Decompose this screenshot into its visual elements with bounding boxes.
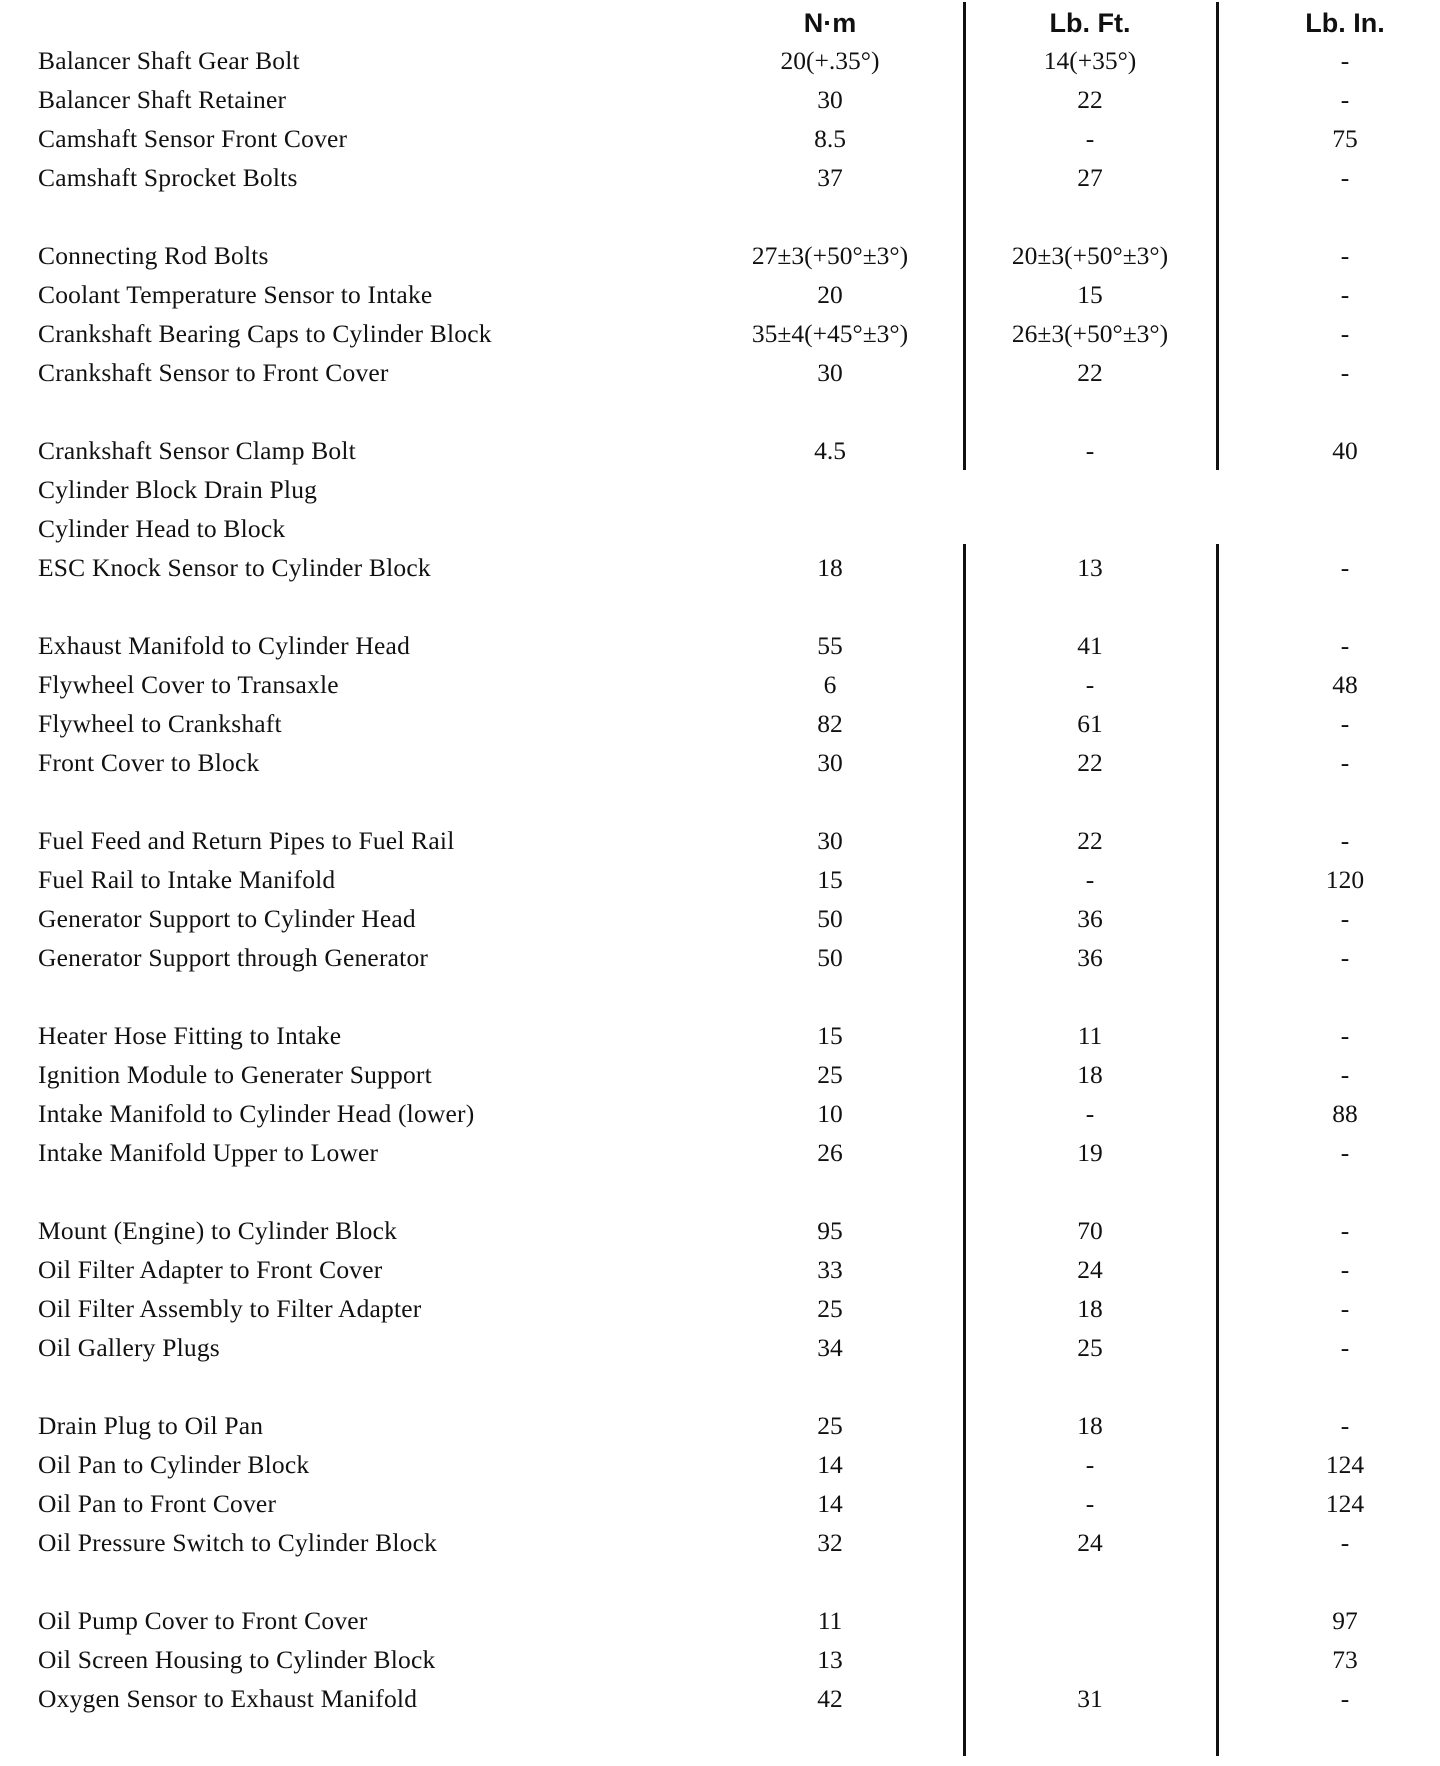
- spec-nm-value: 55: [817, 631, 843, 660]
- spec-nm-value: 30: [817, 748, 843, 777]
- spec-nm-value: 32: [817, 1528, 843, 1557]
- spec-lbft-value: 19: [1077, 1138, 1103, 1167]
- spec-lbft-value: 31: [1077, 1684, 1103, 1713]
- spec-label: Intake Manifold to Cylinder Head (lower): [38, 1099, 475, 1128]
- spec-lbft-value: 26±3(+50°±3°): [1011, 319, 1169, 348]
- table-row: [0, 1328, 1440, 1367]
- spec-lbft-value: 22: [1077, 748, 1103, 777]
- table-row: [0, 704, 1440, 743]
- table-row: [0, 314, 1440, 353]
- spec-lbft-value: -: [1085, 436, 1095, 465]
- spec-lbft-value: 36: [1077, 943, 1103, 972]
- table-row: [0, 1406, 1440, 1445]
- table-row: [0, 1133, 1440, 1172]
- table-row: [0, 938, 1440, 977]
- spec-label: Oil Gallery Plugs: [38, 1333, 220, 1362]
- table-row: [0, 1523, 1440, 1562]
- table-row: [0, 743, 1440, 782]
- spec-lbft-value: 18: [1077, 1060, 1103, 1089]
- spec-lbft-value: -: [1085, 670, 1095, 699]
- spec-lbin-value: -: [1340, 904, 1350, 933]
- table-row: [0, 1484, 1440, 1523]
- spec-label: Drain Plug to Oil Pan: [38, 1411, 264, 1440]
- spec-nm-value: 11: [817, 1606, 843, 1635]
- spec-lbin-value: -: [1340, 748, 1350, 777]
- spec-nm-value: 18: [817, 553, 843, 582]
- spec-lbft-value: 22: [1077, 85, 1103, 114]
- spec-nm-value: 25: [817, 1294, 843, 1323]
- spec-label: Mount (Engine) to Cylinder Block: [38, 1216, 398, 1245]
- spec-label: Fuel Feed and Return Pipes to Fuel Rail: [38, 826, 455, 855]
- spec-lbin-value: -: [1340, 46, 1350, 75]
- spec-label: Crankshaft Bearing Caps to Cylinder Block: [38, 319, 492, 348]
- spec-lbft-value: 20±3(+50°±3°): [1011, 241, 1169, 270]
- spec-lbin-value: 40: [1332, 436, 1358, 465]
- spec-nm-value: 15: [817, 865, 843, 894]
- spec-lbin-value: -: [1340, 1333, 1350, 1362]
- spec-label: Fuel Rail to Intake Manifold: [38, 865, 336, 894]
- spec-lbin-value: -: [1340, 1216, 1350, 1245]
- spec-lbin-value: -: [1340, 553, 1350, 582]
- spec-label: Crankshaft Sensor to Front Cover: [38, 358, 389, 387]
- spec-label: Oil Pan to Front Cover: [38, 1489, 277, 1518]
- spec-lbin-value: -: [1340, 85, 1350, 114]
- spec-lbft-value: -: [1085, 124, 1095, 153]
- spec-label: Cylinder Head to Block: [38, 514, 286, 543]
- spec-lbin-value: -: [1340, 943, 1350, 972]
- table-row: [0, 1289, 1440, 1328]
- spec-lbin-value: -: [1340, 1528, 1350, 1557]
- spec-label: ESC Knock Sensor to Cylinder Block: [38, 553, 431, 582]
- spec-nm-value: 50: [817, 904, 843, 933]
- spec-lbin-value: 120: [1325, 865, 1365, 894]
- spec-lbin-value: 97: [1332, 1606, 1358, 1635]
- header-lb-in: Lb. In.: [1305, 8, 1385, 38]
- spec-lbin-value: -: [1340, 1021, 1350, 1050]
- spec-label: Cylinder Block Drain Plug: [38, 475, 318, 504]
- spec-label: Balancer Shaft Gear Bolt: [38, 46, 300, 75]
- spec-nm-value: 6: [823, 670, 837, 699]
- spec-lbft-value: 13: [1077, 553, 1103, 582]
- spec-lbft-value: 18: [1077, 1294, 1103, 1323]
- spec-lbin-value: 73: [1332, 1645, 1358, 1674]
- table-row: [0, 1679, 1440, 1718]
- spec-lbin-value: -: [1340, 709, 1350, 738]
- table-row: [0, 1445, 1440, 1484]
- spec-label: Oil Pressure Switch to Cylinder Block: [38, 1528, 438, 1557]
- spec-nm-value: 33: [817, 1255, 843, 1284]
- spec-lbin-value: -: [1340, 826, 1350, 855]
- table-row: [0, 1094, 1440, 1133]
- spec-label: Oil Screen Housing to Cylinder Block: [38, 1645, 436, 1674]
- table-row: [0, 353, 1440, 392]
- spec-lbin-value: -: [1340, 163, 1350, 192]
- header-lb-ft: Lb. Ft.: [1049, 8, 1131, 38]
- spec-nm-value: 30: [817, 85, 843, 114]
- table-row: [0, 470, 1440, 509]
- spec-nm-value: 25: [817, 1411, 843, 1440]
- spec-nm-value: 26: [817, 1138, 843, 1167]
- spec-lbft-value: 41: [1077, 631, 1103, 660]
- spec-nm-value: 13: [817, 1645, 843, 1674]
- table-row: [0, 665, 1440, 704]
- spec-nm-value: 14: [817, 1489, 843, 1518]
- spec-nm-value: 20(+.35°): [780, 46, 880, 75]
- spec-lbin-value: -: [1340, 1255, 1350, 1284]
- spec-nm-value: 27±3(+50°±3°): [751, 241, 909, 270]
- spec-label: Flywheel to Crankshaft: [38, 709, 282, 738]
- spec-lbft-value: 24: [1077, 1528, 1103, 1557]
- spec-nm-value: 4.5: [814, 436, 846, 465]
- spec-label: Camshaft Sprocket Bolts: [38, 163, 298, 192]
- spec-nm-value: 37: [817, 163, 843, 192]
- spec-lbin-value: -: [1340, 1411, 1350, 1440]
- spec-label: Oil Filter Assembly to Filter Adapter: [38, 1294, 422, 1323]
- spec-label: Oil Pan to Cylinder Block: [38, 1450, 310, 1479]
- table-row: [0, 509, 1440, 548]
- table-row: [0, 236, 1440, 275]
- spec-lbin-value: -: [1340, 241, 1350, 270]
- spec-label: Connecting Rod Bolts: [38, 241, 269, 270]
- spec-label: Balancer Shaft Retainer: [38, 85, 287, 114]
- spec-lbft-value: 27: [1077, 163, 1103, 192]
- spec-label: Exhaust Manifold to Cylinder Head: [38, 631, 411, 660]
- spec-label: Generator Support to Cylinder Head: [38, 904, 416, 933]
- spec-nm-value: 25: [817, 1060, 843, 1089]
- table-row: [0, 626, 1440, 665]
- spec-nm-value: 15: [817, 1021, 843, 1050]
- spec-nm-value: 8.5: [814, 124, 846, 153]
- spec-label: Oil Filter Adapter to Front Cover: [38, 1255, 383, 1284]
- spec-lbft-value: 11: [1077, 1021, 1103, 1050]
- spec-lbin-value: 48: [1332, 670, 1358, 699]
- spec-lbft-value: -: [1085, 1489, 1095, 1518]
- spec-lbin-value: -: [1340, 280, 1350, 309]
- spec-nm-value: 42: [817, 1684, 843, 1713]
- table-row: [0, 1211, 1440, 1250]
- table-row: [0, 821, 1440, 860]
- spec-lbft-value: -: [1085, 1099, 1095, 1128]
- table-row: [0, 158, 1440, 197]
- spec-lbin-value: 124: [1325, 1489, 1365, 1518]
- table-row: [0, 1055, 1440, 1094]
- spec-lbft-value: 61: [1077, 709, 1103, 738]
- spec-label: Camshaft Sensor Front Cover: [38, 124, 348, 153]
- table-row: [0, 80, 1440, 119]
- spec-lbft-value: 22: [1077, 826, 1103, 855]
- spec-lbin-value: -: [1340, 319, 1350, 348]
- spec-label: Ignition Module to Generater Support: [38, 1060, 432, 1089]
- table-row: [0, 548, 1440, 587]
- spec-lbft-value: 22: [1077, 358, 1103, 387]
- spec-label: Oxygen Sensor to Exhaust Manifold: [38, 1684, 418, 1713]
- spec-label: Crankshaft Sensor Clamp Bolt: [38, 436, 356, 465]
- table-row: [0, 431, 1440, 470]
- spec-lbin-value: -: [1340, 1138, 1350, 1167]
- spec-lbft-value: 36: [1077, 904, 1103, 933]
- spec-lbft-value: 18: [1077, 1411, 1103, 1440]
- spec-nm-value: 35±4(+45°±3°): [751, 319, 909, 348]
- spec-lbin-value: -: [1340, 631, 1350, 660]
- spec-lbin-value: -: [1340, 1060, 1350, 1089]
- spec-nm-value: 34: [817, 1333, 843, 1362]
- spec-label: Generator Support through Generator: [38, 943, 429, 972]
- spec-lbin-value: 124: [1325, 1450, 1365, 1479]
- spec-lbft-value: -: [1085, 865, 1095, 894]
- table-row: [0, 860, 1440, 899]
- spec-label: Heater Hose Fitting to Intake: [38, 1021, 342, 1050]
- table-row: [0, 1640, 1440, 1679]
- spec-nm-value: 30: [817, 826, 843, 855]
- spec-lbin-value: 75: [1332, 124, 1358, 153]
- spec-nm-value: 14: [817, 1450, 843, 1479]
- spec-lbft-value: 25: [1077, 1333, 1103, 1362]
- spec-lbft-value: 24: [1077, 1255, 1103, 1284]
- spec-lbft-value: 15: [1077, 280, 1103, 309]
- spec-lbin-value: -: [1340, 1294, 1350, 1323]
- table-row: [0, 41, 1440, 80]
- table-row: [0, 1016, 1440, 1055]
- spec-nm-value: 30: [817, 358, 843, 387]
- spec-label: Oil Pump Cover to Front Cover: [38, 1606, 368, 1635]
- table-row: [0, 275, 1440, 314]
- spec-nm-value: 82: [817, 709, 843, 738]
- spec-nm-value: 20: [817, 280, 843, 309]
- spec-lbft-value: 70: [1077, 1216, 1103, 1245]
- table-row: [0, 119, 1440, 158]
- table-row: [0, 1250, 1440, 1289]
- spec-label: Front Cover to Block: [38, 748, 260, 777]
- spec-lbin-value: -: [1340, 358, 1350, 387]
- spec-label: Intake Manifold Upper to Lower: [38, 1138, 379, 1167]
- spec-nm-value: 95: [817, 1216, 843, 1245]
- spec-lbft-value: -: [1085, 1450, 1095, 1479]
- spec-nm-value: 10: [817, 1099, 843, 1128]
- spec-nm-value: 50: [817, 943, 843, 972]
- table-row: [0, 899, 1440, 938]
- spec-label: Flywheel Cover to Transaxle: [38, 670, 339, 699]
- spec-lbin-value: 88: [1332, 1099, 1358, 1128]
- spec-lbft-value: 14(+35°): [1043, 46, 1137, 75]
- header-nm: N·m: [803, 8, 857, 38]
- spec-label: Coolant Temperature Sensor to Intake: [38, 280, 433, 309]
- table-row: [0, 1601, 1440, 1640]
- spec-lbin-value: -: [1340, 1684, 1350, 1713]
